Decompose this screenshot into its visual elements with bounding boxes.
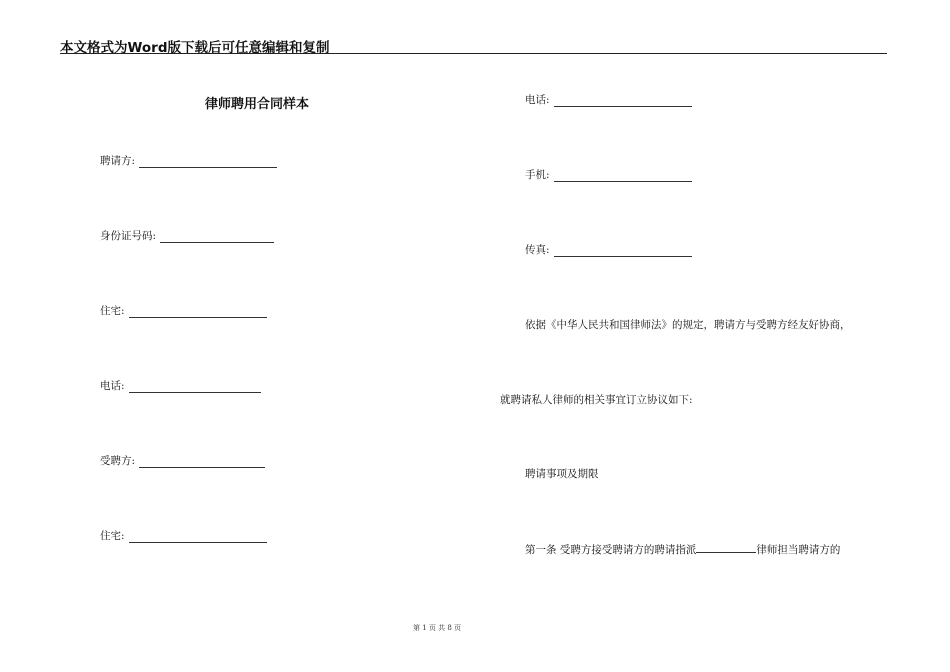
field-label: 受聘方:	[100, 455, 136, 467]
section-heading: 聘请事项及期限	[525, 468, 599, 480]
field-phone-right	[525, 92, 692, 107]
field-label: 住宅:	[100, 530, 125, 542]
fill-in-blank[interactable]	[129, 381, 261, 393]
intro-paragraph-line1: 依据《中华人民共和国律师法》的规定，聘请方与受聘方经友好协商，	[525, 319, 851, 331]
fill-in-blank[interactable]	[139, 456, 265, 468]
field-id-number	[100, 228, 274, 243]
field-phone	[100, 378, 261, 393]
field-fax	[525, 242, 692, 257]
field-label: 传真:	[525, 244, 550, 256]
field-label: 电话:	[525, 94, 550, 106]
field-residence	[100, 303, 267, 318]
fill-in-blank[interactable]	[129, 531, 267, 543]
fill-in-blank[interactable]	[554, 170, 692, 182]
field-employer	[100, 153, 277, 168]
field-mobile	[525, 167, 692, 182]
fill-in-blank[interactable]	[129, 306, 267, 318]
field-label: 电话:	[100, 380, 125, 392]
article-1-suffix: 律师担当聘请方的	[756, 544, 841, 556]
document-header: 本文格式为Word版下载后可任意编辑和复制	[60, 40, 330, 56]
header-divider	[60, 53, 887, 54]
fill-in-blank[interactable]	[696, 541, 756, 553]
field-label: 手机:	[525, 169, 550, 181]
intro-paragraph-line2: 就聘请私人律师的相关事宜订立协议如下:	[500, 394, 693, 406]
document-title: 律师聘用合同样本	[205, 97, 310, 112]
article-1	[525, 541, 840, 557]
field-label: 住宅:	[100, 305, 125, 317]
field-employee	[100, 453, 265, 468]
fill-in-blank[interactable]	[139, 156, 277, 168]
page-indicator: 第 1 页 共 8 页	[413, 624, 462, 632]
article-1-prefix: 第一条 受聘方接受聘请方的聘请指派	[525, 544, 697, 556]
fill-in-blank[interactable]	[160, 231, 274, 243]
fill-in-blank[interactable]	[554, 95, 692, 107]
field-residence-2	[100, 528, 267, 543]
field-label: 身份证号码:	[100, 230, 157, 242]
field-label: 聘请方:	[100, 155, 136, 167]
fill-in-blank[interactable]	[554, 245, 692, 257]
